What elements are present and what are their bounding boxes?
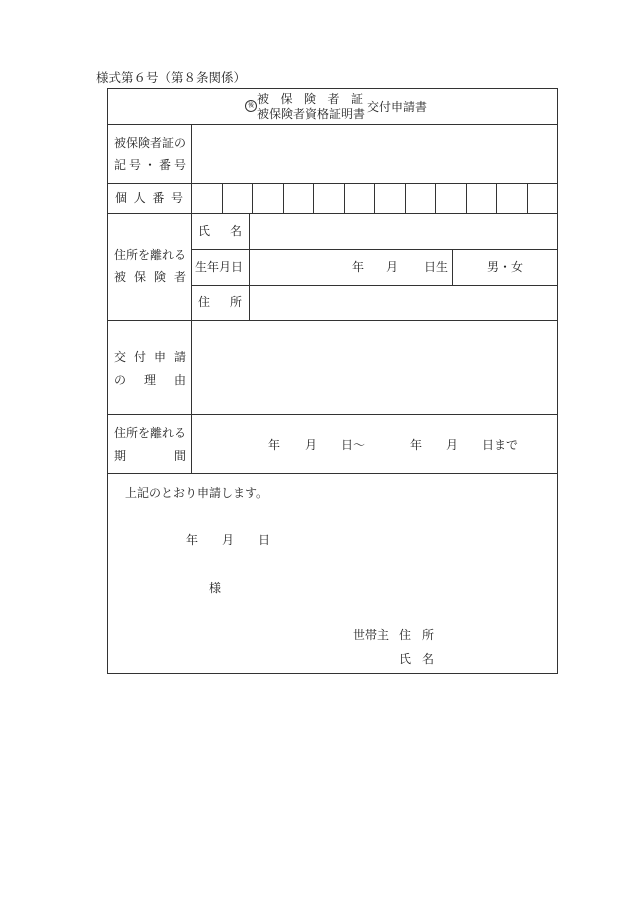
- birth-day: 日生: [424, 260, 449, 274]
- addressee-suffix: 様: [209, 581, 222, 595]
- period-from-day: 日～: [341, 438, 366, 452]
- date-day: 日: [258, 533, 271, 547]
- reason-label-line2: の 理 由: [114, 373, 186, 387]
- personal-number-digit-box[interactable]: [344, 183, 375, 213]
- title-line1: 被 保 険 者 証: [257, 92, 363, 106]
- period-to-year: 年: [410, 438, 423, 452]
- personal-number-digit-box[interactable]: [283, 183, 314, 213]
- address-field[interactable]: [250, 286, 557, 320]
- title-suffix: 交付申請書: [367, 100, 428, 114]
- card-number-label-line1: 被保険者証の: [114, 136, 187, 150]
- birth-year: 年: [352, 260, 365, 274]
- personal-number-digit-box[interactable]: [191, 183, 222, 213]
- personal-number-digit-box[interactable]: [405, 183, 436, 213]
- reason-label-line1: 交 付 申 請: [114, 350, 186, 364]
- personal-number-digit-box[interactable]: [374, 183, 405, 213]
- title-line2: 被保険者資格証明書: [257, 107, 366, 121]
- period-label-line1: 住所を離れる: [114, 426, 187, 440]
- householder-address-label: 住 所: [399, 628, 434, 642]
- card-number-field[interactable]: [192, 125, 557, 183]
- personal-number-digit-box[interactable]: [252, 183, 283, 213]
- birth-month: 月: [386, 260, 399, 274]
- personal-number-digit-box[interactable]: [527, 183, 558, 213]
- card-number-label-line2: 記 号 ・ 番 号: [114, 158, 186, 172]
- personal-number-label: 個 人 番 号: [115, 191, 183, 205]
- sex-divider: [452, 249, 453, 285]
- date-year: 年: [186, 533, 199, 547]
- form-number: 様式第６号（第８条関係）: [96, 70, 247, 85]
- personal-number-digit-box[interactable]: [313, 183, 344, 213]
- period-to-day: 日まで: [482, 438, 519, 452]
- date-month: 月: [222, 533, 235, 547]
- insured-label-line1: 住所を離れる: [114, 248, 187, 262]
- personal-number-digit-box[interactable]: [466, 183, 497, 213]
- birth-label: 生年月日: [195, 260, 244, 274]
- personal-number-digit-box[interactable]: [222, 183, 253, 213]
- divider-reason: [108, 414, 557, 415]
- application-statement: 上記のとおり申請します。: [125, 486, 269, 500]
- reason-field[interactable]: [192, 321, 557, 414]
- period-to-month: 月: [446, 438, 459, 452]
- period-label-line2: 期 間: [114, 449, 186, 463]
- address-label: 住 所: [198, 295, 242, 309]
- personal-number-digit-box[interactable]: [496, 183, 527, 213]
- sex-option[interactable]: 男・女: [487, 260, 524, 274]
- circle-mark-icon: 後: [245, 100, 257, 112]
- householder-label: 世帯主: [353, 628, 390, 642]
- period-from-month: 月: [305, 438, 318, 452]
- application-form: [107, 88, 558, 674]
- personal-number-digit-box[interactable]: [435, 183, 466, 213]
- name-field[interactable]: [250, 214, 557, 249]
- divider-period: [108, 473, 557, 474]
- insured-label-line2: 被 保 険 者: [114, 270, 186, 284]
- period-from-year: 年: [268, 438, 281, 452]
- divider-name: [191, 249, 557, 250]
- householder-name-label: 氏 名: [399, 652, 434, 666]
- name-label: 氏 名: [198, 224, 242, 238]
